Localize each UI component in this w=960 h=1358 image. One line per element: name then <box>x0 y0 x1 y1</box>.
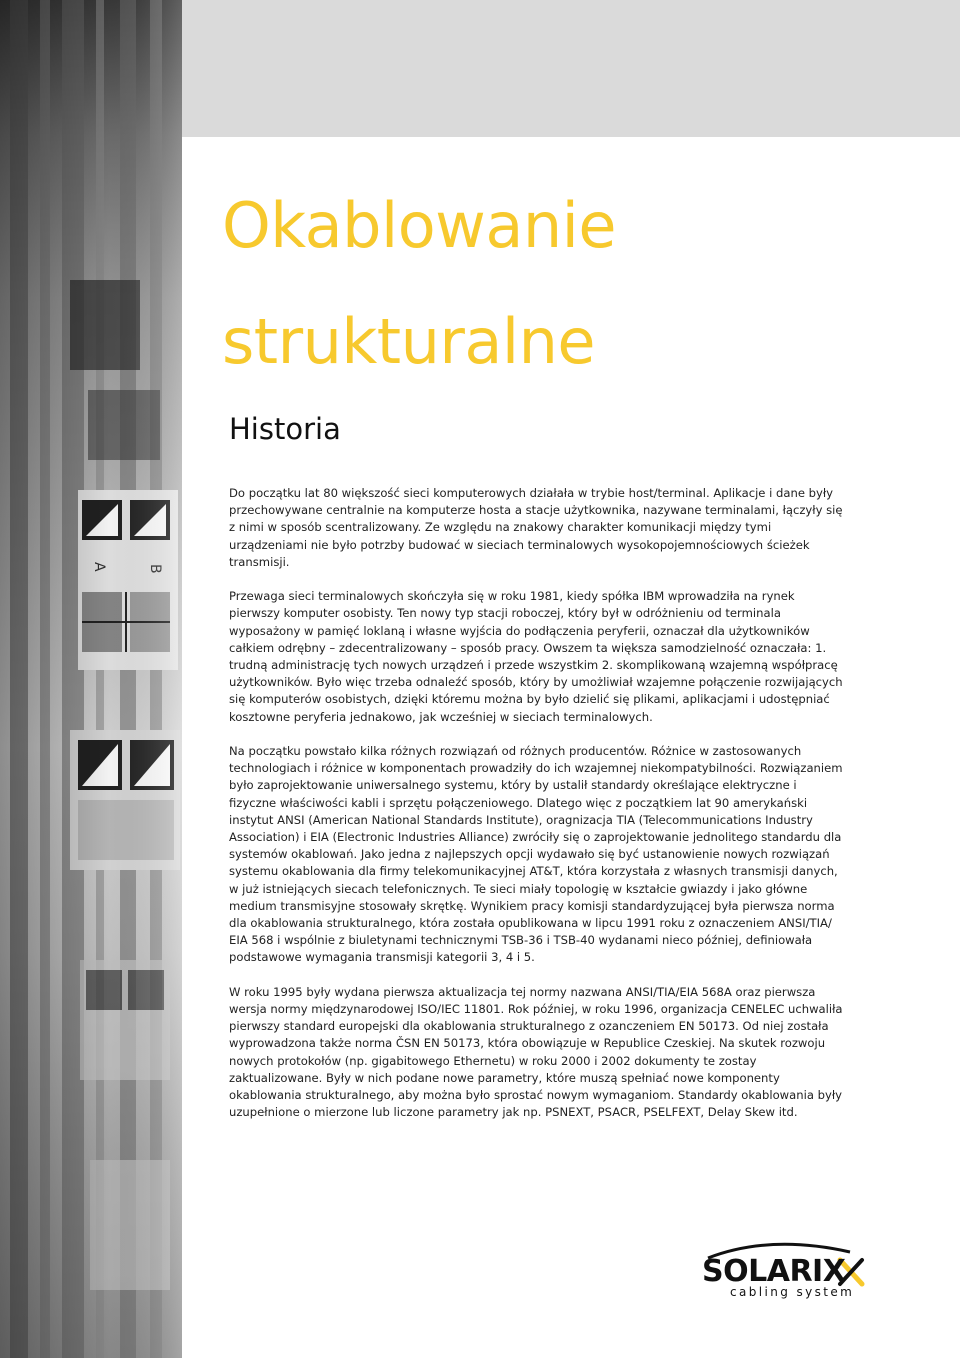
title-line-2: strukturalne <box>222 305 596 378</box>
paragraph: Na początku powstało kilka różnych rozwiązań od różnych producentów. Różnice w zastosowanych technologiach i różnice w komponentach prowadziły do ich wzajemnej niekompatybilności. Rozwiązaniem było zaprojektowanie uniwersalnego systemu, który by ustalił standardy określające elektryczne i fizyczne właściwości kabli i sprzętu połączeniowego. Dlatego więc z początkiem lat 90 amerykański instytut ANSI (American National Standards Institute), oragnizacja TIA (Telecommunications Industry Association) i EIA (Electronic Industries Alliance) zwróciły się o zaprojektowanie jednolitego standardu dla systemów okablowań. Jako jedna z najlepszych opcji wydawało się być ustanowienie nowych rozwiązań systemu okablowania dla firmy telekomunikacyjnej AT&T, która korzystała z własnych transmisji danych, w już istniejących siecach telefonicznych. Te sieci miały topologię w kształcie gwiazdy i jako główne medium transmisyjne stosowały skrętkę. Wynikiem pracy komisji standardyzującej była pierwsza norma dla okablowania strukturalnego, która została opublikowana w lipcu 1991 roku z oznaczeniem ANSI/TIA/ EIA 568 i wspólnie z biuletynami technicznymi TSB-36 i TSB-40 wydanami nieco później, definiowała podstawowe wymagania transmisji kategorii 3, 4 i 5. <box>229 744 843 965</box>
logo-tagline: cabling system <box>730 1285 855 1299</box>
header-band <box>182 0 960 137</box>
logo-wordmark: SOLARIX <box>702 1254 846 1289</box>
paragraph: Przewaga sieci terminalowych skończyła się w roku 1981, kiedy spółka IBM wprowadziła na rynek pierwszy komputer osobisty. Ten nowy typ stacji roboczej, który był w odróżnieniu od terminala wyposażony w pamięć loklaną i własne wyjścia do podłączenia peryferii, oznaczał dla użytkowników całkiem odrębny – zdecentralizowany – sposób pracy. Owszem ta większa samodzielność oznaczała: 1. trudną administrację tych nowych urządzeń i przede wszystkim 2. skomplikowaną wzajemną współpracę użytkowników. Było więc trzeba odnaleźć sposób, który by umożliwiał wzajemne połączenie rozwijających się komputerów osobistych, dzięki któremu można by było dzielić się plikami, aplikacjami i udostępniać kosztowne peryferia jednakowo, jak wcześniej w sieciach terminalowych. <box>229 589 843 724</box>
body-text <box>229 485 844 1139</box>
paragraph: W roku 1995 były wydana pierwsza aktualizacja tej normy nazwana ANSI/TIA/EIA 568A oraz pierwsza wersja normy międzynarodowej ISO/IEC 11801. Rok później, w roku 1996, organizacja CENELEC uchwaliła pierwszy standard europejski dla okablowania strukturalnego z ozanczeniem EN 50173. Od niej została wyprowadzona także norma ČSN EN 50173, która obowiązuje w Republice Czeskiej. Na skutek rozwoju nowych protokołów (np. gigabitowego Ethernetu) w roku 2000 i 2002 dokumenty te zostay zaktualizowane. Były w nich podane nowe parametry, które muszą spełniać nowe komponenty okablowania strukturalnego, aby można było sprostać nowym wymaganiom. Standardy okablowania były uzupełnione o mierzone lub liczone parametry jak np. PSNEXT, PSACR, PSELFEXT, Delay Skew itd. <box>229 984 843 1120</box>
paragraph: Do początku lat 80 większość sieci komputerowych działała w trybie host/terminal. Aplikacje i dane były przechowywane centralnie na komputerze hosta a stacje użytkownika, nazywane terminalami, łączyły się z nimi w sposób scentralizowany. Ze względu na znakowy charakter komunikacji między tymi urządzeniami nie było potrzby budować w sieciach terminalowych wysokopojemnościowych ścieżek transmisji. <box>229 486 843 569</box>
title-line-1: Okablowanie <box>222 189 616 262</box>
section-heading: Historia <box>229 412 341 446</box>
document-title <box>222 168 616 400</box>
patch-panel-graphic <box>0 0 182 1358</box>
solarix-logo <box>700 1238 865 1302</box>
cable-photo <box>0 0 182 1358</box>
